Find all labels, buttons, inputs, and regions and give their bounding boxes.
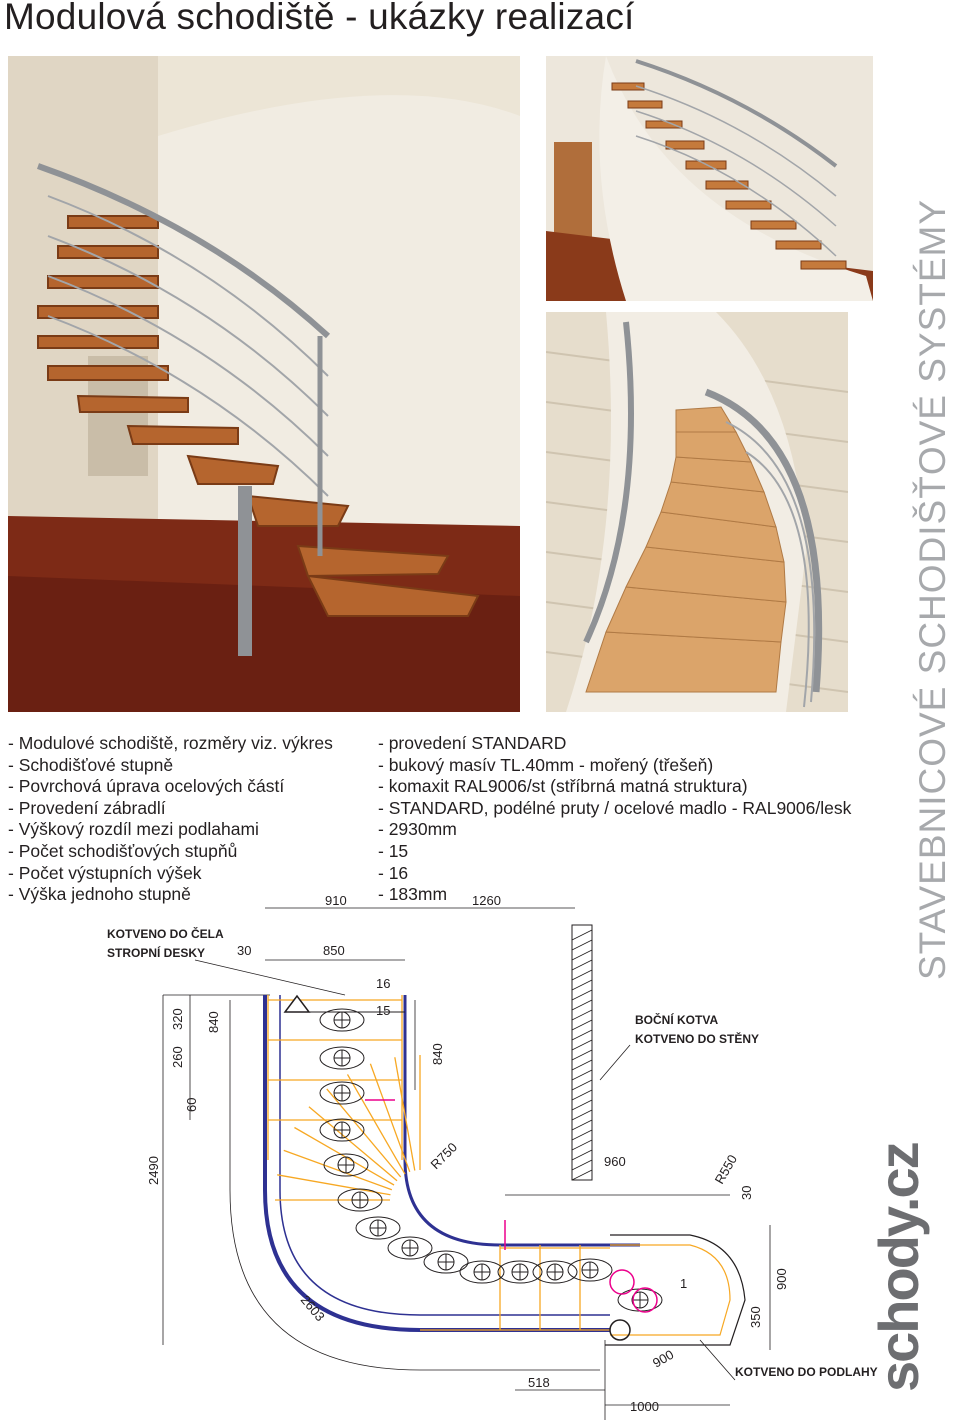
floor-plan-drawing (0, 895, 880, 1421)
dim-1000: 1000 (630, 1399, 659, 1414)
dim-840-left: 840 (206, 1011, 221, 1033)
note-wall-anchor-2: KOTVENO DO STĚNY (635, 1032, 760, 1046)
spec-label: - Povrchová úprava ocelových částí (8, 776, 285, 797)
spec-value: - 2930mm (378, 819, 457, 840)
photo-spiral-staircase (8, 56, 520, 712)
spec-value: - komaxit RAL9006/st (stříbrná matná struktura) (378, 776, 748, 797)
spec-label: - Schodišťové stupně (8, 754, 174, 775)
note-ceiling-anchor-2: STROPNÍ DESKY (107, 946, 206, 960)
spec-value: - provedení STANDARD (378, 733, 567, 753)
page-title: Modulová schodiště - ukázky realizací (4, 0, 635, 37)
spec-label: - Výška jednoho stupně (8, 884, 191, 905)
dim-r750: R750 (427, 1139, 461, 1173)
spec-label: - Výškový rozdíl mezi podlahami (8, 819, 259, 840)
dim-518: 518 (528, 1375, 550, 1390)
spec-value: - STANDARD, podélné pruty / ocelové madlo - RAL9006/lesk (378, 797, 852, 818)
spec-value: - 183mm (378, 884, 448, 905)
dim-2490: 2490 (146, 1156, 161, 1185)
note-floor-anchor: KOTVENO DO PODLAHY (735, 1365, 878, 1379)
spec-label: - Provedení zábradlí (8, 797, 166, 818)
dim-30-right: 30 (739, 1185, 754, 1200)
spec-value: - 15 (378, 840, 409, 861)
spec-value: - bukový masív TL.40mm - mořený (třešeň) (378, 754, 714, 775)
dim-30-top: 30 (237, 943, 252, 958)
dim-910: 910 (325, 895, 347, 908)
dim-60: 60 (184, 1097, 199, 1112)
dim-320: 320 (170, 1008, 185, 1030)
brand-side-text: STAVEBNICOVÉ SCHODIŠŤOVÉ SYSTÉMY (912, 198, 953, 980)
spec-label: - Modulové schodiště, rozměry viz. výkres (8, 733, 333, 753)
note-wall-anchor-1: BOČNÍ KOTVA (635, 1013, 719, 1027)
dim-960: 960 (604, 1154, 626, 1169)
dim-r550: R550 (711, 1152, 741, 1187)
spec-value: - 16 (378, 862, 409, 883)
dim-900-right: 900 (774, 1268, 789, 1290)
brand-logo: schody.cz (867, 1143, 930, 1392)
dim-1260: 1260 (472, 895, 501, 908)
dim-850: 850 (323, 943, 345, 958)
note-ceiling-anchor-1: KOTVENO DO ČELA (107, 927, 224, 941)
dim-15: 15 (376, 1003, 391, 1018)
spec-label: - Počet schodišťových stupňů (8, 840, 238, 861)
dim-840-right: 840 (430, 1043, 445, 1065)
dim-2603: 2603 (297, 1292, 328, 1325)
photo-straight-staircase (546, 56, 873, 301)
spec-label: - Počet výstupních výšek (8, 862, 202, 883)
dim-900-bottom: 900 (650, 1346, 677, 1371)
dim-1: 1 (680, 1276, 688, 1291)
dim-350: 350 (748, 1306, 763, 1328)
dim-16: 16 (376, 976, 391, 991)
photo-staircase-top-view (546, 312, 848, 712)
dim-260: 260 (170, 1046, 185, 1068)
